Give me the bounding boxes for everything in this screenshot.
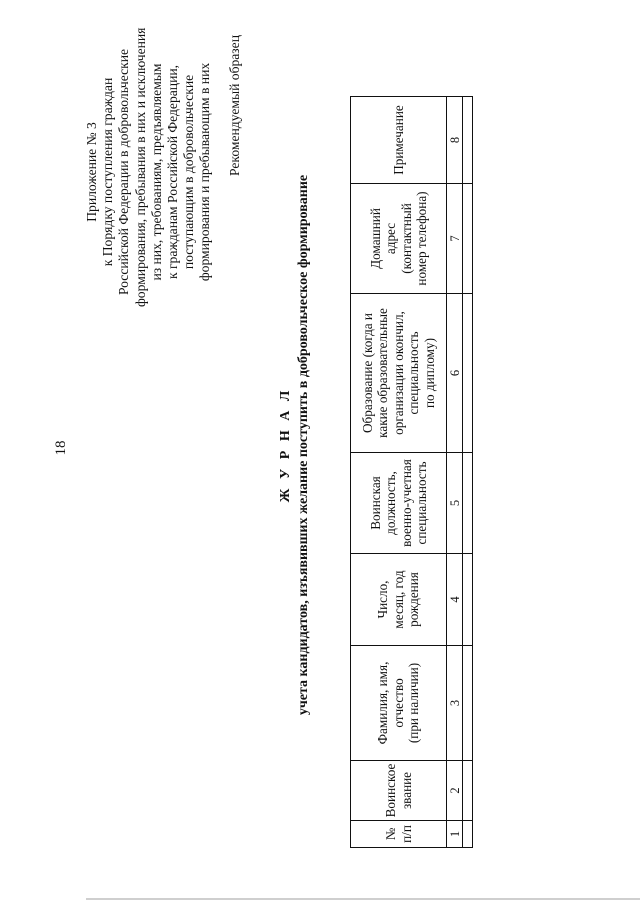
candidates-journal-table <box>350 96 473 848</box>
table-header-row <box>351 97 447 848</box>
header-cell-note <box>351 97 447 184</box>
table-row <box>463 97 473 848</box>
header-text: военно-учетная <box>398 459 414 547</box>
appendix-line: из них, требованиям, предъявляемым <box>148 63 164 281</box>
header-text: Воинская <box>367 476 383 530</box>
journal-subtitle: учета кандидатов, изъявивших желание поступить в добровольческое формирование <box>296 174 311 716</box>
header-cell-education <box>351 294 447 453</box>
header-text: специальность <box>414 461 429 545</box>
column-number: 3 <box>447 646 463 761</box>
appendix-line: Российской Федерации в добровольческие <box>116 48 132 296</box>
header-text: (контактный <box>398 203 414 274</box>
header-cell-birth-date <box>351 554 447 646</box>
header-text: Образование (когда и <box>359 313 375 433</box>
table-cell <box>463 184 473 294</box>
header-text: специальность <box>406 331 422 415</box>
header-text: адрес <box>383 222 398 255</box>
header-text: по диплому) <box>421 337 437 409</box>
appendix-line: к гражданам Российской Федерации, <box>165 64 181 280</box>
journal-title: Ж У Р Н А Л <box>278 387 293 503</box>
appendix-header <box>84 27 214 307</box>
header-text: номер телефона) <box>414 191 429 286</box>
column-number: 7 <box>447 184 463 294</box>
header-text: должность, <box>383 471 398 535</box>
header-text: звание <box>398 771 414 810</box>
header-text: Домашний <box>367 208 383 269</box>
column-number: 2 <box>447 761 463 821</box>
header-text: № <box>383 827 398 841</box>
table-column-number-row <box>447 97 463 848</box>
appendix-line: формирования, пребывания в них и исключения <box>132 27 148 307</box>
appendix-line: к Порядку поступления граждан <box>100 77 116 267</box>
header-text: Число, <box>375 580 391 619</box>
recommended-sample-label: Рекомендуемый образец <box>227 35 242 176</box>
column-number: 8 <box>447 97 463 184</box>
header-text: Примечание <box>390 105 406 175</box>
header-cell-number <box>351 821 447 848</box>
page-number: 18 <box>53 440 69 456</box>
column-number: 6 <box>447 294 463 453</box>
appendix-line: поступающим в добровольческие <box>181 74 197 270</box>
header-text: Фамилия, имя, <box>375 661 391 745</box>
header-cell-position <box>351 453 447 554</box>
header-cell-address <box>351 184 447 294</box>
table-cell <box>463 554 473 646</box>
header-cell-full-name <box>351 646 447 761</box>
header-text: (при наличии) <box>406 662 422 744</box>
table-cell <box>463 97 473 184</box>
header-text: отчество <box>390 678 406 728</box>
column-number: 4 <box>447 554 463 646</box>
header-text: рождения <box>406 572 422 627</box>
table-cell <box>463 761 473 821</box>
appendix-line: формирования и пребывающим в них <box>197 62 213 282</box>
header-text: какие образовательные <box>375 308 391 438</box>
appendix-line: Приложение № 3 <box>84 122 99 222</box>
table-cell <box>463 294 473 453</box>
header-text: месяц, год <box>390 570 406 629</box>
column-number: 5 <box>447 453 463 554</box>
table-cell <box>463 821 473 848</box>
column-number: 1 <box>447 821 463 848</box>
header-text: п/п <box>398 825 414 843</box>
header-text: Воинское <box>383 763 398 818</box>
header-cell-rank <box>351 761 447 821</box>
table-cell <box>463 453 473 554</box>
table-cell <box>463 646 473 761</box>
header-text: организации окончил, <box>390 311 406 435</box>
